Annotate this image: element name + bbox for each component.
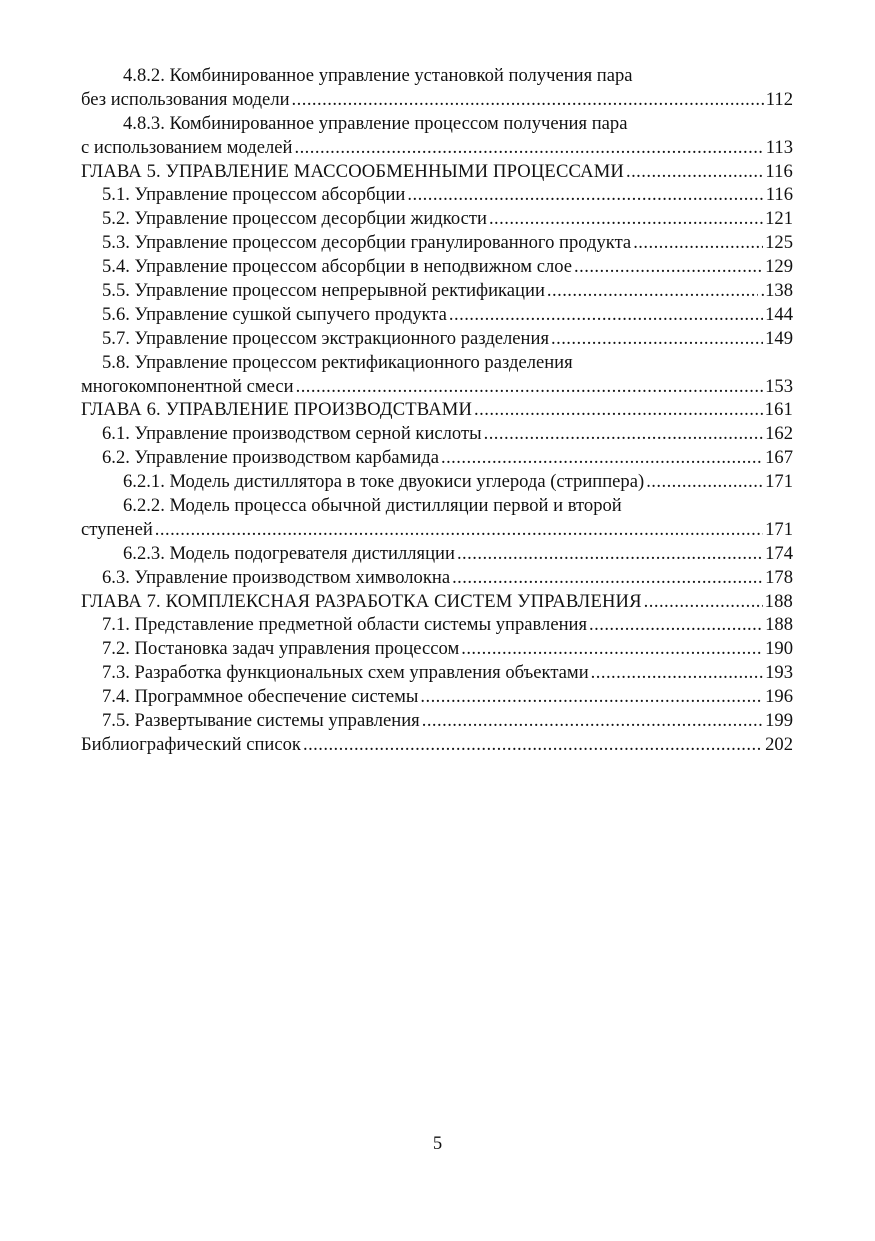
dot-leader [296,375,764,399]
toc-entry-page: 162 [765,423,793,445]
toc-entry-page: 174 [765,542,793,564]
dot-leader [422,709,763,733]
toc-entry-page: 153 [765,375,793,397]
dot-leader [489,207,763,231]
toc-entry-page: 125 [765,232,793,254]
toc-entry-page: 202 [765,733,793,755]
toc-entry-page: 144 [765,303,793,325]
page-number: 5 [432,1133,443,1154]
toc-entry-page: 193 [765,662,793,684]
toc-entry-title: 5.7. Управление процессом экстракционного разделения [102,327,550,349]
toc-entry-title: 7.2. Постановка задач управления процессом [102,638,460,660]
toc-entry [81,613,793,637]
dot-leader [551,327,763,351]
toc-entry [81,160,793,184]
toc-entry-title-line: 4.8.2. Комбинированное управление установкой получения пара [123,65,633,86]
toc-entry [81,661,793,685]
toc-entry-title: Библиографический список [81,733,301,755]
dot-leader [461,637,763,661]
toc-entry-page: 113 [765,136,793,158]
dot-leader [452,566,763,590]
toc-entry-title: 5.3. Управление процессом десорбции гранулированного продукта [102,232,632,254]
toc-entry-title: ГЛАВА 5. УПРАВЛЕНИЕ МАССООБМЕННЫМИ ПРОЦЕССАМИ [81,160,624,182]
dot-leader [474,398,763,422]
toc-entry-title: 5.5. Управление процессом непрерывной ректификации [102,280,545,302]
toc-entry-title: 6.1. Управление производством серной кислоты [102,423,482,445]
dot-leader [155,518,763,542]
toc-entry [81,255,793,279]
toc-entry [81,494,793,542]
toc-entry-page: 121 [765,208,793,230]
toc-entry [81,231,793,255]
toc-entry-title: без использования модели [81,88,290,110]
toc-entry [81,207,793,231]
toc-entry-title: 7.3. Разработка функциональных схем управления объектами [102,662,589,684]
toc-entry-page: 161 [764,399,793,421]
dot-leader [449,303,763,327]
toc-entry-title: 6.2. Управление производством карбамида [102,447,439,469]
toc-entry [81,709,793,733]
toc-entry [81,64,793,112]
dot-leader [644,590,763,614]
toc-entry [81,398,793,422]
toc-entry [81,590,793,614]
toc-entry-title: 6.3. Управление производством химволокна [102,566,451,588]
toc-entry-title: 5.6. Управление сушкой сыпучего продукта [102,303,447,325]
toc-entry-title: 6.2.3. Модель подогревателя дистилляции [123,542,455,564]
toc-entry-page: 196 [765,686,793,708]
dot-leader [457,542,763,566]
toc-entry-title: 7.4. Программное обеспечение системы [102,686,419,708]
toc-entry [81,733,793,757]
toc-entry-page: 188 [764,590,793,612]
dot-leader [420,685,763,709]
toc-entry-title: 7.1. Представление предметной области системы управления [102,614,588,636]
toc-entry-title: 7.5. Развертывание системы управления [102,710,420,732]
toc-entry-page: 171 [765,471,793,493]
toc-entry-page: 129 [765,256,793,278]
toc-entry [81,685,793,709]
toc-entry [81,446,793,470]
dot-leader [591,661,763,685]
toc-entry-title-line: 5.8. Управление процессом ректификационного разделения [102,351,573,373]
toc-entry-title: ГЛАВА 6. УПРАВЛЕНИЕ ПРОИЗВОДСТВАМИ [81,399,473,421]
toc-entry-title-line: 4.8.3. Комбинированное управление процессом получения пара [123,112,628,134]
dot-leader [484,422,764,446]
dot-leader [303,733,763,757]
dot-leader [547,279,759,303]
dot-leader [626,160,763,184]
toc-entry-page: 149 [765,327,793,349]
toc-entry-title: 5.2. Управление процессом десорбции жидкости [102,208,487,230]
dot-leader [292,88,764,112]
toc-entry-page: 190 [765,638,793,660]
toc-entry-page: .138 [760,280,793,302]
dot-leader [589,613,763,637]
table-of-contents [81,64,793,757]
toc-entry-page: 199 [765,710,793,732]
toc-entry-page: 178 [765,566,793,588]
toc-entry [81,637,793,661]
toc-entry-page: 112 [765,88,793,110]
toc-entry [81,183,793,207]
dot-leader [633,231,763,255]
toc-entry-page: 167 [765,447,793,469]
toc-entry-page: 116 [765,184,793,206]
toc-entry-page: 116 [765,160,793,182]
toc-entry [81,279,793,303]
toc-entry [81,542,793,566]
toc-entry-title: многокомпонентной смеси [81,375,294,397]
toc-entry [81,112,793,160]
toc-entry [81,566,793,590]
toc-entry-title: ступеней [81,518,153,540]
dot-leader [441,446,763,470]
toc-entry [81,351,793,399]
toc-entry [81,327,793,351]
toc-entry [81,422,793,446]
dot-leader [646,470,763,494]
toc-entry-page: 171 [765,518,793,540]
toc-entry-title: ГЛАВА 7. КОМПЛЕКСНАЯ РАЗРАБОТКА СИСТЕМ УПРАВЛЕНИЯ [81,590,642,612]
toc-entry [81,470,793,494]
toc-entry-title: 6.2.1. Модель дистиллятора в токе двуокиси углерода (стриппера) [123,471,645,493]
dot-leader [574,255,763,279]
dot-leader [294,136,763,160]
toc-entry-title: 5.4. Управление процессом абсорбции в неподвижном слое [102,256,573,278]
toc-entry-page: 188 [765,614,793,636]
dot-leader [407,183,763,207]
toc-entry-title: 5.1. Управление процессом абсорбции [102,184,406,206]
toc-entry [81,303,793,327]
toc-entry-title: с использованием моделей [81,136,293,158]
toc-entry-title-line: 6.2.2. Модель процесса обычной дистилляции первой и второй [123,495,622,517]
